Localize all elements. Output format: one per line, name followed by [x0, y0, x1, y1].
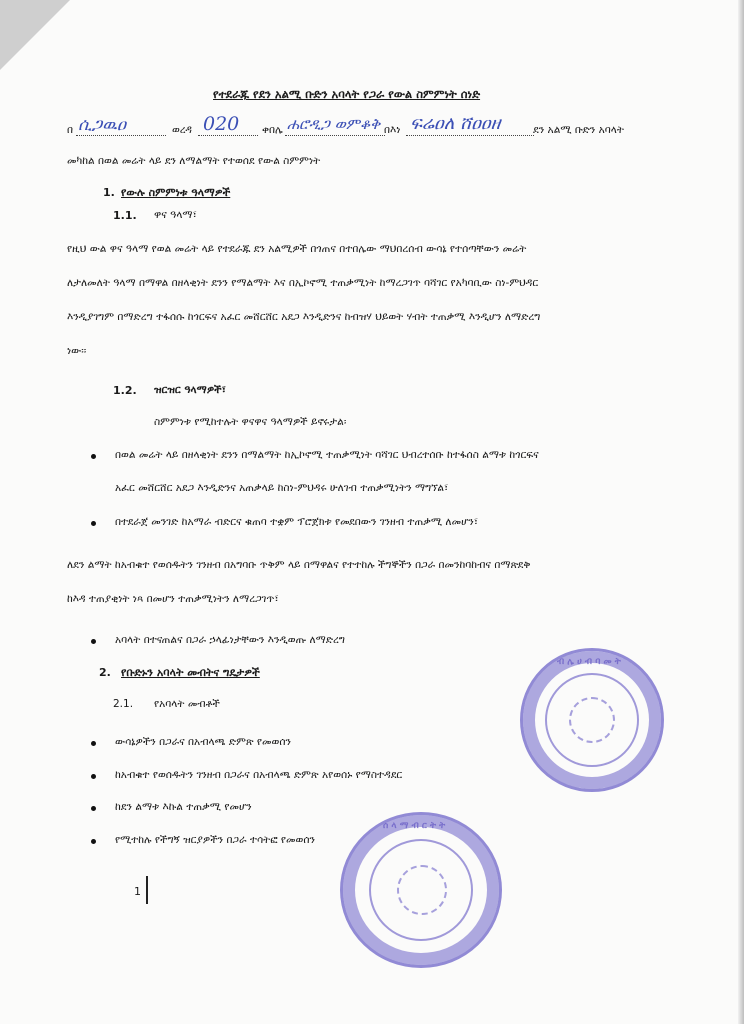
round-stamp-lower	[340, 812, 502, 968]
subsection-1-1-heading: ዋና ዓላማ፣	[154, 209, 197, 221]
intro-line1-tail: ደን አልሚ ቡድን አባላት	[533, 124, 624, 136]
region-field-line	[76, 135, 166, 136]
para1-line-1: የዚህ ውል ዋና ዓላማ የወል መሬት ላይ የተደራጁ ደን አልሚዎች በጎጠና በተበሌው ማህበረሰብ ውሳኔ የተሰጣቸውን መሬት	[67, 243, 527, 255]
rights-bullet-3: ከደን ልማቱ እኩል ተጠቃሚ የመሆን	[115, 801, 252, 813]
intro-line2: መካከል በወል መሬት ላይ ደን ለማልማት የተወሰደ የውል ስምምነት	[67, 155, 321, 167]
bullet-marker	[91, 639, 96, 644]
stamp-ring-text: ሰ ላ ማ ብ ር ት ት	[383, 821, 446, 831]
loan-use-paragraph	[67, 548, 707, 616]
section-2-heading	[121, 667, 260, 678]
rights-bullet-2: ከአብቁተ የወሰዱትን ገንዘብ በጋራና በአብላጫ ድምጽ አየወሰኑ የማስተዳደር	[115, 769, 403, 781]
page-number-mark	[146, 876, 148, 904]
kebele-label: ቀበሌ	[262, 124, 283, 136]
section-1-heading-text: የውሉ ስምምነቱ ዓላማዎች	[121, 186, 231, 199]
subsection-1-2-number: 1.2.	[113, 384, 137, 397]
objective-bullet-2: በተደራጀ መንገድ ከአማራ ብድርና ቁጠባ ተቋም ፕሮጀክቱ የመደበውን ገንዘብ ተጠቃሚ ለመሆን፣	[115, 516, 479, 528]
page-number: 1	[134, 885, 141, 898]
para2-line-1: ለደን ልማት ከአብቁተ የወሰዱትን ገንዘብ በአግባቡ ጥቅም ላይ በማዋልና የተተከሉ ችግኞችን በጋራ በመንከባከብና በማጽደቅ	[67, 559, 531, 571]
woreda-field-line	[198, 135, 258, 136]
section-1-heading	[121, 187, 230, 198]
intro-prefix: በ	[67, 124, 74, 136]
bullet-marker	[91, 839, 96, 844]
section-2-heading-text: የቡድኑን አባላት መብትና ግዴታዎች	[121, 666, 260, 679]
page-edge-shadow	[738, 0, 744, 1024]
document-title: የተደራጁ የደን አልሚ ቡድን አባላት የጋራ የውል ስምምነት ሰነድ	[213, 87, 481, 101]
para1-line-2: ለታለመለት ዓላማ በማዋል በዘላቂነት ደንን የማልማት እና በኢኮኖሚ ተጠቃሚነት ከማረጋገጥ ባሻገር የአካባቢው ስነ-ምህዳር	[67, 277, 539, 289]
subsection-1-2-heading: ዝርዝር ዓላማዎች፣	[154, 384, 226, 396]
kebele-field-line	[285, 135, 385, 136]
subsection-2-1-number: 2.1.	[113, 698, 134, 710]
stamp-emblem	[569, 697, 615, 743]
bullet-marker	[91, 774, 96, 779]
objective-bullet-1-line-1: በወል መሬት ላይ በዘላቂነት ደንን በማልማት ከኢኮኖሚ ተጠቃሚነት ባሻገር ህብረተሰቡ ከተፋሰስ ልማቱ ከጎርፍና	[115, 449, 539, 461]
para1-line-4: ነው፡፡	[67, 345, 87, 357]
objective-bullet-1-line-2: አፈር መሸርሸር አደጋ እንዲድንና አጠቃላይ ከስነ-ምህዳሩ ሁለገብ ተጠቃሚነትን ማግኘል፣	[115, 482, 449, 494]
subsection-1-1-number: 1.1.	[113, 209, 137, 222]
rights-bullet-4: የሚተከሉ የችግኝ ዝርያዎችን በጋራ ተሳትፎ የመወሰን	[115, 834, 316, 846]
woreda-handwritten: 020	[203, 113, 240, 135]
section-2-number: 2.	[99, 666, 111, 679]
bullet-marker	[91, 806, 96, 811]
group-prefix: በእነ	[384, 124, 401, 136]
rights-bullet-1: ውሳኔዎችን በጋራና በአብላጫ ድምጽ የመወሰን	[115, 736, 291, 748]
main-objective-paragraph	[67, 232, 707, 368]
specific-objectives-intro: ስምምነቱ የሚከተሉት ዋናዋና ዓላማዎች ይኖሩታል፡	[154, 416, 347, 428]
region-handwritten: ሲጋዉዐ	[78, 115, 127, 135]
stamp-emblem	[397, 865, 447, 915]
para1-line-3: እንዲያገግም በማድረግ ተፋሰሱ ከጎርፍና አፈር መሸርሸር አደጋ እንዲድንና ከብዝሃ ህይወት ሃብት ተጠቃሚ እንዲሆን ለማድረግ	[67, 311, 541, 323]
para2-line-2: ከእዳ ተጠያቂነት ነጻ በመሆን ተጠቃሚነትን ለማረጋገጥ፣	[67, 593, 279, 605]
section-1-number: 1.	[103, 186, 115, 199]
subsection-2-1-heading: የአባላት መብቶች	[154, 698, 220, 710]
round-stamp-upper	[520, 648, 664, 792]
group-field-line	[406, 135, 534, 136]
bullet-marker	[91, 741, 96, 746]
bullet-marker	[91, 521, 96, 526]
stamp-ring-text: ብ ሌ ሀ ብ ባ መ ት	[557, 657, 621, 667]
bullet-marker	[91, 454, 96, 459]
kebele-handwritten: ሐሮዲጋ ወምቆቅ	[287, 115, 381, 133]
woreda-label: ወረዳ	[172, 124, 192, 136]
objective-bullet-3: አባላት በተናጠልና በጋራ ኃላፊነታቸውን እንዲወጡ ለማድረግ	[115, 634, 346, 646]
group-handwritten: ፍሬዐለ ሸዐዐዘ	[410, 113, 501, 134]
folded-corner	[0, 0, 70, 70]
